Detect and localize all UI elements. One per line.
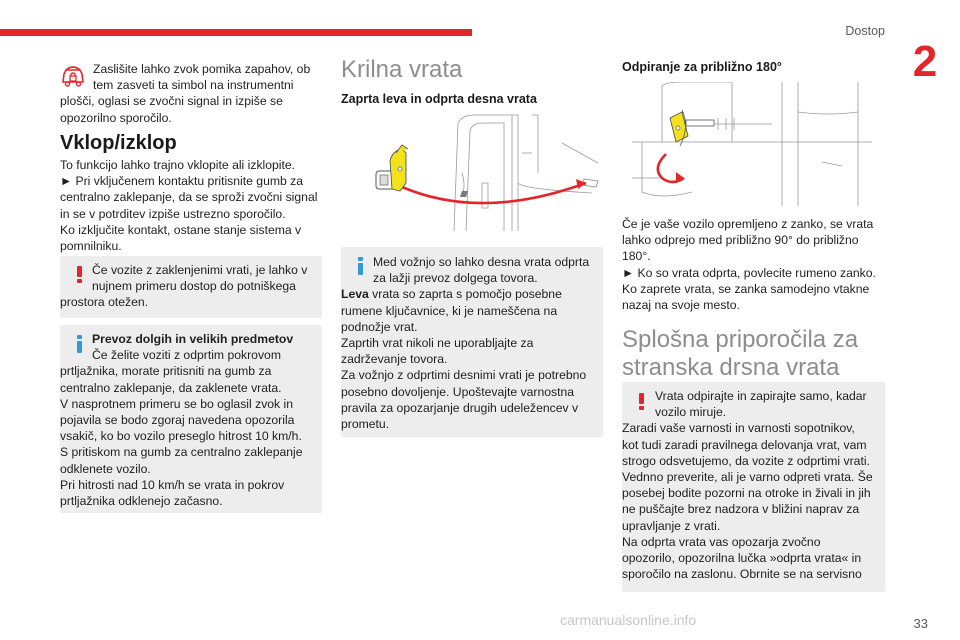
- leva-bold: Leva: [341, 287, 369, 302]
- info-line-1: Če želite voziti z odprtim pokrovom: [92, 348, 281, 363]
- info2-line-10: pravila za opozarjanje drugih udeležencev v: [341, 400, 579, 415]
- info2-line-11: prometu.: [341, 417, 390, 432]
- header-accent-bar: [0, 29, 472, 36]
- heading-sliding-line-2: stranska drsna vrata: [622, 354, 840, 381]
- heading-vklop-izklop: Vklop/izklop: [60, 132, 177, 154]
- door-lock-illustration: [362, 113, 606, 233]
- heading-sliding-line-1: Splošna priporočila za: [622, 326, 859, 353]
- info2-line-2: za lažji prevoz dolgega tovora.: [373, 271, 538, 286]
- vklop-body: [60, 157, 322, 254]
- leva-rest: vrata so zaprta s pomočjo posebne: [368, 287, 562, 302]
- subheading-closed-left-open-right: Zaprta leva in odprta desna vrata: [341, 92, 537, 106]
- info2-line-8: Za vožnjo z odprtimi desnimi vrati je potrebno: [341, 368, 587, 383]
- info-line-4: V nasprotnem primeru se bo oglasil zvok in: [60, 396, 294, 411]
- op-line-2: lahko odprejo med približno 90° do približno: [622, 233, 859, 248]
- warning-line-1: Če vozite z zaklenjenimi vrati, je lahko v: [92, 263, 308, 277]
- section-name: Dostop: [845, 24, 885, 38]
- heading-krilna-vrata: Krilna vrata: [341, 56, 463, 83]
- info-line-9: Pri hitrosti nad 10 km/h se vrata in pokrov: [60, 477, 285, 492]
- warn2-line-5: strogo odsvetujemo, da vozite z odprtimi vrati.: [622, 453, 870, 468]
- vklop-line-5: Ko izključite kontakt, ostane stanje sistema v: [60, 222, 302, 237]
- opening-180-body: [622, 216, 884, 313]
- info2-line-6: Zaprtih vrat nikoli ne uporabljajte za: [341, 336, 534, 351]
- op-line-5: Ko zaprete vrata, se zanka samodejno vtakne: [622, 281, 870, 296]
- warning-line-2: nujnem primeru dostop do potniškega: [92, 279, 296, 294]
- warn2-line-7: posebej bodite pozorni na otroke in živali in jih: [622, 486, 871, 501]
- vklop-line-3: centralno zaklepanje, da se sproži zvočni signal: [60, 190, 318, 205]
- intro-line-1: Zaslišite lahko zvok pomika zapahov, ob: [93, 62, 311, 76]
- vklop-line-6: pomnilniku.: [60, 239, 122, 254]
- warning-line-3: prostora otežen.: [60, 295, 149, 310]
- page-number: 33: [913, 616, 928, 631]
- warn2-line-1: Vrata odpirajte in zapirajte samo, kadar: [655, 389, 867, 403]
- info2-line-5: podnožje vrat.: [341, 319, 418, 334]
- info2-line-4: rumene ključavnice, ki je nameščena na: [341, 303, 558, 318]
- warn2-line-8: ne puščajte brez nadzora v bližini naprav za: [622, 502, 860, 517]
- op-line-3: 180°.: [622, 249, 651, 264]
- info-line-7: S pritiskom na gumb za centralno zaklepanje: [60, 445, 303, 460]
- info-line-3: centralno zaklepanje, da zaklenete vrata.: [60, 380, 282, 395]
- intro-line-3: plošči, oglasi se zvočni signal in izpiše se: [60, 94, 283, 109]
- warning-text-sliding-doors: [622, 388, 885, 582]
- warn2-line-6: Vednno preverite, ali je varno odpreti vrata. Še: [622, 470, 873, 485]
- door-strap-illustration: [622, 82, 884, 207]
- info-title: Prevoz dolgih in velikih predmetov: [92, 332, 294, 346]
- info2-line-7: zadrževanje tovora.: [341, 352, 448, 367]
- warn2-line-12: sporočilo na zaslonu. Obrnite se na servisno: [622, 567, 862, 582]
- op-line-1: Če je vaše vozilo opremljeno z zanko, se vrata: [622, 217, 874, 231]
- vklop-line-1: To funkcijo lahko trajno vklopite ali izklopite.: [60, 158, 296, 172]
- info2-line-9: posebno dovoljenje. Upoštevajte varnostna: [341, 384, 575, 399]
- watermark: carmanualsonline.info: [560, 612, 697, 628]
- warn2-line-10: Na odprta vrata vas opozarja zvočno: [622, 534, 821, 549]
- warn2-line-2: vozilo miruje.: [655, 405, 727, 420]
- info-line-10: prtljažnika odklenejo začasno.: [60, 494, 223, 509]
- intro-line-4: opozorilno sporočilo.: [60, 110, 172, 125]
- warn2-line-9: upravljanje z vrati.: [622, 518, 721, 533]
- chapter-number: 2: [912, 37, 938, 86]
- info-line-2: prtljažnika, morate pritisniti na gumb za: [60, 364, 272, 379]
- warn2-line-11: opozorilo, opozorilna lučka »odprta vrata« in: [622, 551, 862, 566]
- info-text-right-door-open: [341, 254, 603, 432]
- subheading-opening-180: Odpiranje za približno 180°: [622, 60, 782, 74]
- intro-line-2: tem zasveti ta simbol na instrumentni: [93, 78, 294, 93]
- warn2-line-4: kot tudi zaradi pravilnega delovanja vrat, vam: [622, 437, 867, 452]
- op-line-6: nazaj na svoje mesto.: [622, 298, 740, 313]
- info-text-long-items: [60, 331, 322, 509]
- heading-sliding-doors: [622, 326, 858, 382]
- info2-leva-line: [341, 286, 603, 302]
- intro-text: [60, 61, 322, 126]
- op-line-4: ► Ko so vrata odprta, povlecite rumeno zanko.: [622, 265, 876, 280]
- warning-text-locked-doors: [60, 262, 322, 311]
- vklop-line-2: ► Pri vključenem kontaktu pritisnite gumb za: [60, 174, 304, 189]
- info-line-5: pojavila se bodo zgoraj navedena opozorila: [60, 413, 295, 428]
- info-line-8: odklenete vozilo.: [60, 461, 151, 476]
- vklop-line-4: in se v potrditev izpiše ustrezno sporočilo.: [60, 206, 286, 221]
- warn2-line-3: Zaradi vaše varnosti in varnosti sopotnikov,: [622, 421, 855, 436]
- info-line-6: vsakič, ko bo vozilo preseglo hitrost 10 km/h.: [60, 429, 302, 444]
- info2-line-1: Med vožnjo so lahko desna vrata odprta: [373, 255, 590, 269]
